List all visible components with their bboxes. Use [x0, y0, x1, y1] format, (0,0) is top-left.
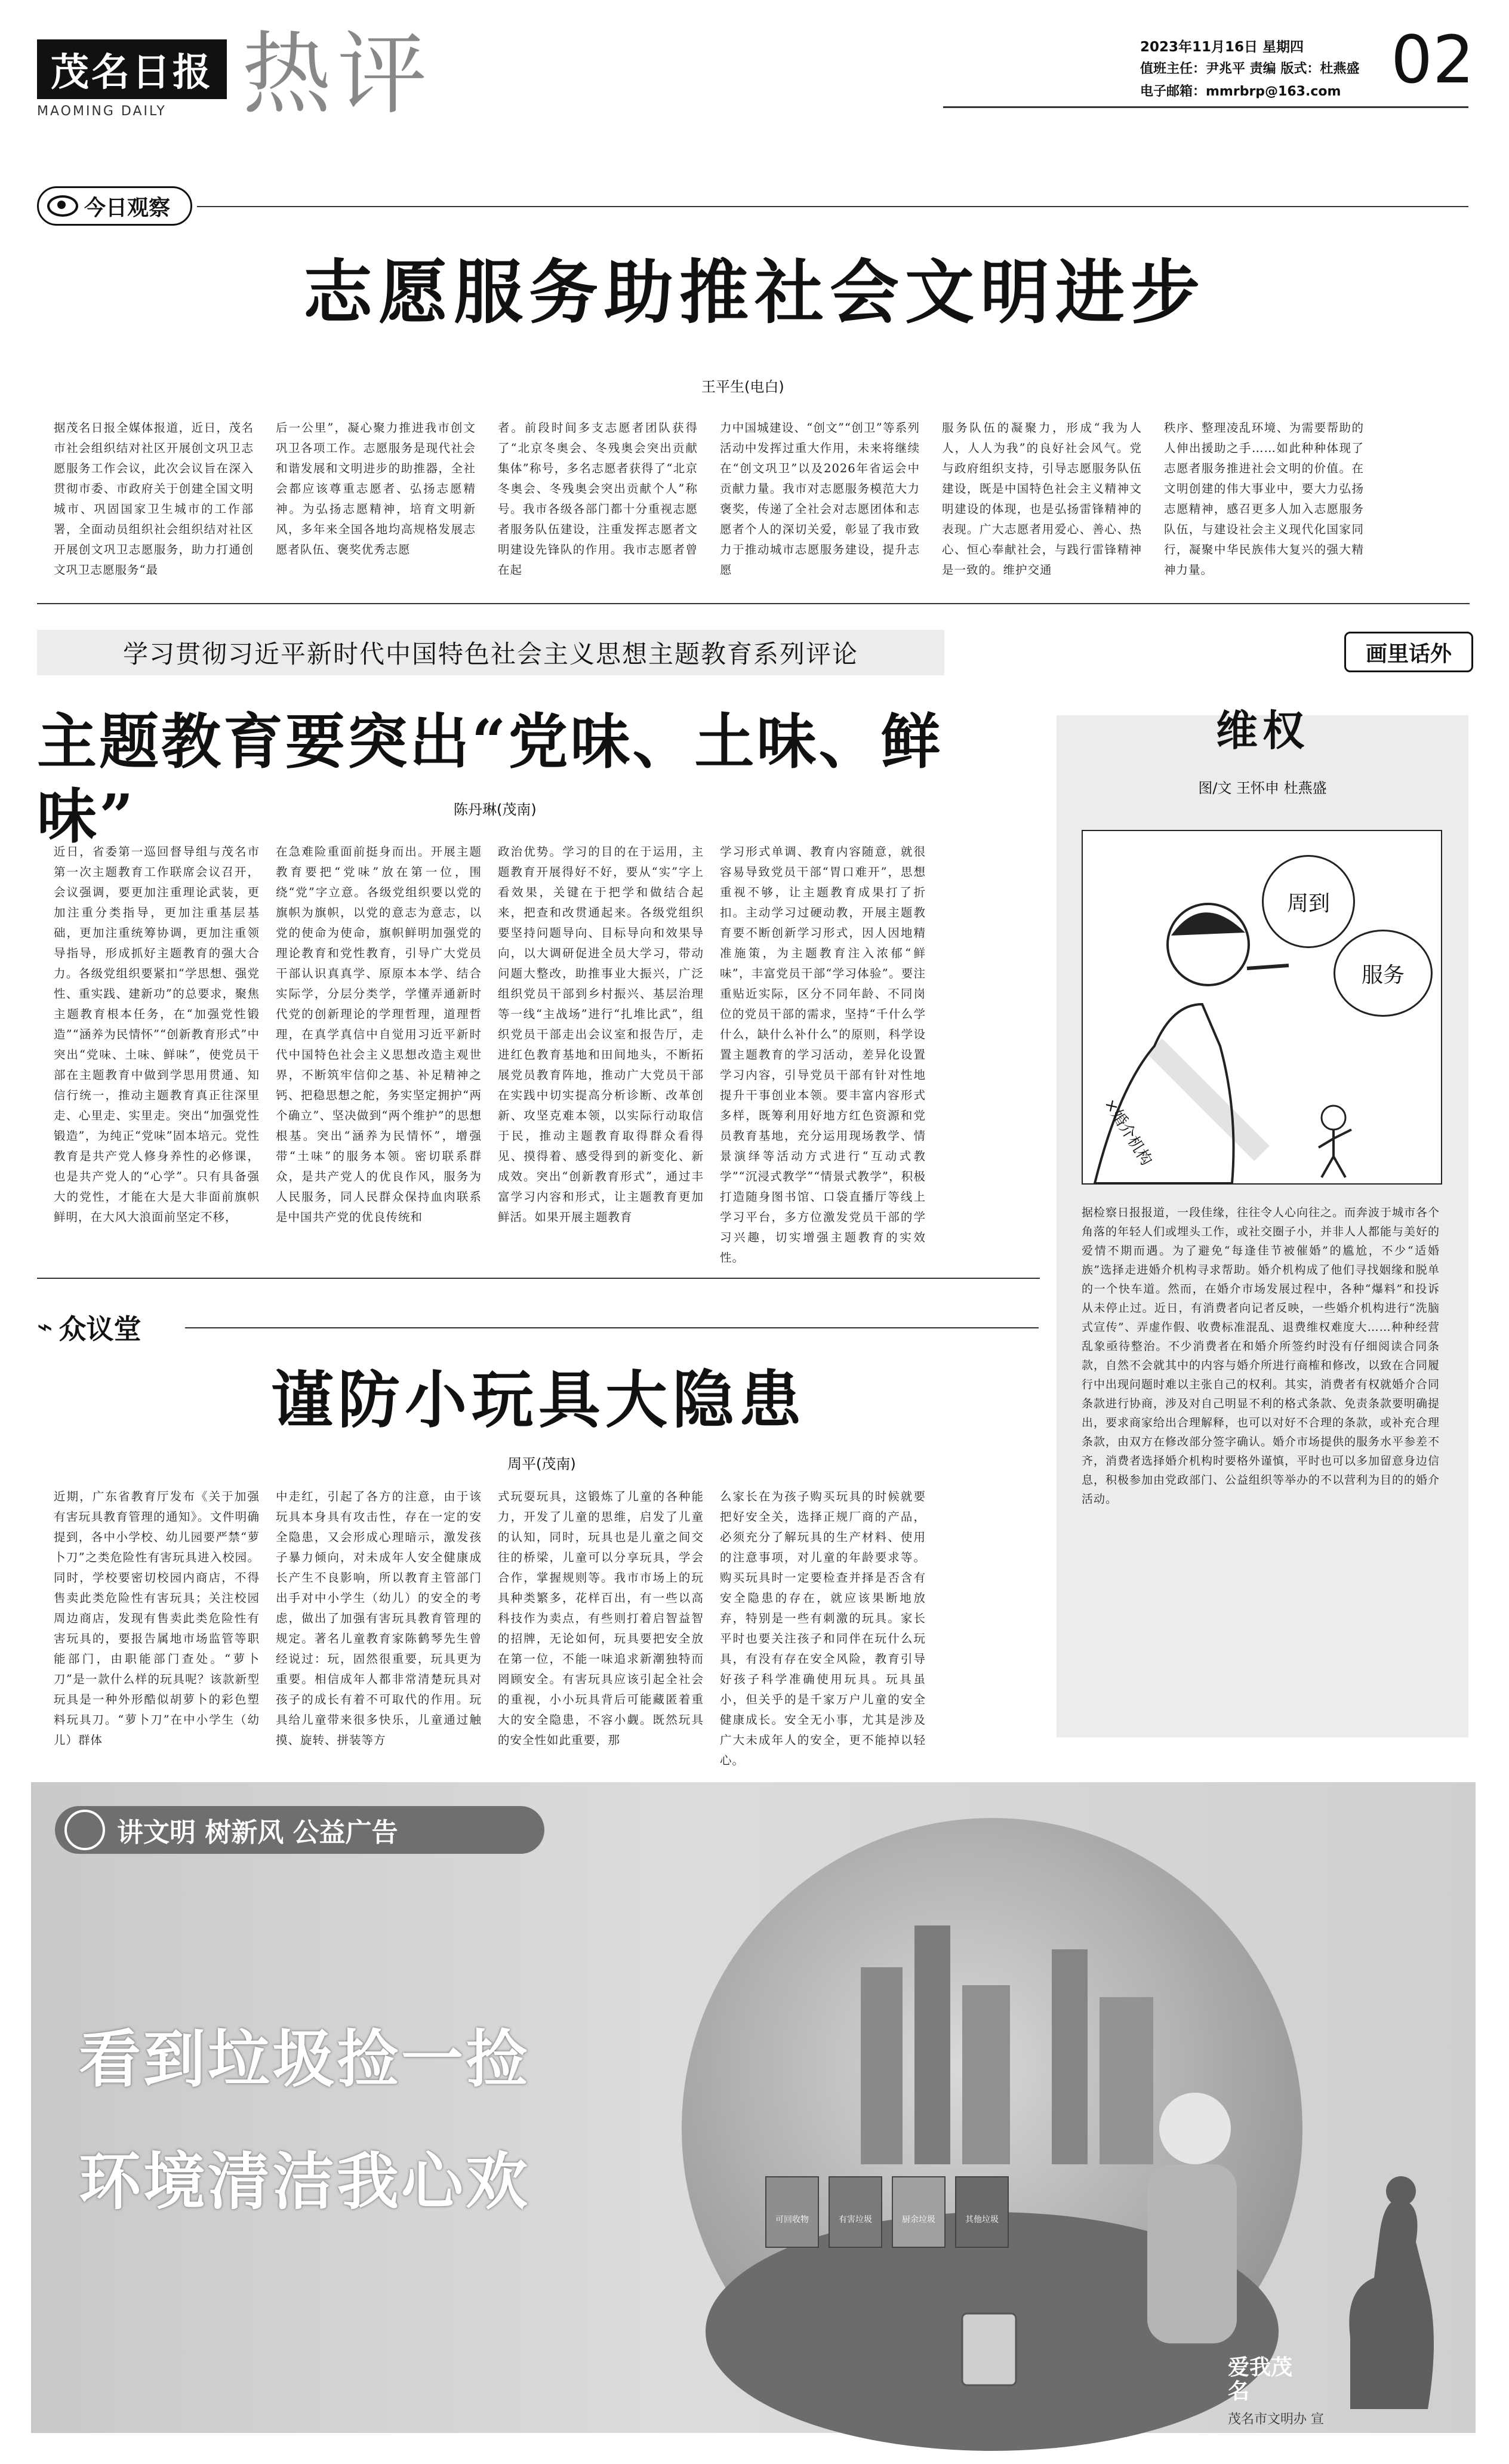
cartoon-sash: ×婚介机构 — [1100, 1096, 1156, 1169]
bin-kitchen: 厨余垃圾 — [892, 2176, 946, 2248]
paper-logo — [37, 39, 227, 99]
section-title: 热评 — [242, 23, 433, 127]
section-divider — [37, 603, 1470, 604]
column-tag-today-observation — [37, 186, 192, 226]
article-column: 据茂名日报全媒体报道，近日，茂名市社会组织结对社区开展创文巩卫志愿服务工作会议，此次会议旨在深入贯彻市委、市政府关于创建全国文明城市、巩固国家卫生城市的工作部署，全面动员组织社会组织结对社区开展创文巩卫志愿服务，助力打通创文巩卫志愿服务“最 — [54, 421, 254, 577]
eye-icon — [47, 195, 78, 217]
cartoon-illustration — [1082, 830, 1442, 1185]
cartoon-credit: 图/文 王怀申 杜燕盛 — [1198, 780, 1327, 796]
bin-recyclable: 可回收物 — [765, 2176, 819, 2248]
article-column: 服务队伍的凝聚力，形成“我为人人，人人为我”的良好社会风气。党与政府组织支持，引导志愿服务队伍建设，既是中国特色社会主义精神文明建设的体现，也是弘扬雷锋精神的表现。广大志愿者用爱心、善心、热心、恒心奉献社会，与践行雷锋精神是一致的。维护交通 — [942, 421, 1142, 577]
article-byline: 周平(茂南) — [507, 1456, 576, 1472]
article-column: 秩序、整理凌乱环境、为需要帮助的人伸出援助之手……如此种种体现了志愿者服务推进社会文明的价值。在文明创建的伟大事业中，要大力弘扬志愿精神，感召更多人加入志愿服务队伍，与建设社会主义现代化国家同行，凝聚中华民族伟大复兴的强大精神力量。 — [1164, 421, 1364, 577]
contact-email: 电子邮箱：mmrbrp@163.com — [1140, 84, 1341, 99]
ad-tag — [55, 1806, 544, 1854]
ad-headline-1: 看到垃圾捡一捡 — [79, 2023, 531, 2096]
article-column: 力中国城建设、“创文”“创卫”等系列活动中发挥过重大作用，未来将继续在“创文巩卫”以及2026年省运会中贡献力量。我市对志愿服务模范大力褒奖，传递了全社会对志愿团体和志愿者个人的深切关爱，彰显了我市致力于推动城市志愿服务建设，提升志愿 — [720, 421, 920, 577]
article-title: 志愿服务助推社会文明进步 — [303, 252, 1206, 333]
masthead-rule — [943, 106, 1468, 108]
city-skyline — [682, 1818, 1302, 2439]
column-tag-discussion — [37, 1308, 141, 1347]
speech-bubble-2: 服务 — [1334, 930, 1433, 1017]
ad-tag-label: 讲文明 树新风 公益广告 — [117, 1817, 398, 1848]
article-column: 中走红，引起了各方的注意，由于该玩具本身具有攻击性，存在一定的安全隐患，又会形成心理暗示，激发孩子暴力倾向，对未成年人安全健康成长产生不良影响，所以教育主管部门出手对中小学生（幼儿）的安全的考虑，做出了加强有害玩具教育管理的规定。著名儿童教育家陈鹤琴先生曾经说过：玩，固然很重要，玩具更为重要。相信成年人都非常清楚玩具对孩子的成长有着不可取代的作用。玩具给儿童带来很多快乐，儿童通过触摸、旋转、拼装等方 — [276, 1490, 482, 1747]
series-banner-text: 学习贯彻习近平新时代中国特色社会主义思想主题教育系列评论 — [122, 639, 858, 669]
paper-name-en: MAOMING DAILY — [37, 104, 167, 119]
article-title: 主题教育要突出“党味、土味、鲜味” — [37, 706, 943, 851]
public-service-ad — [31, 1782, 1476, 2433]
speech-bubble-1: 周到 — [1262, 855, 1355, 948]
article-column: 后一公里”，凝心聚力推进我市创文巩卫各项工作。志愿服务是现代社会和谐发展和文明进步的助推器，全社会都应该尊重志愿者、弘扬志愿精神。为弘扬志愿精神，培育文明新风，多年来全国各地均高规格发展志愿者队伍、褒奖优秀志愿 — [276, 421, 476, 556]
article-column: 学习形式单调、教育内容随意，就很容易导致党员干部“胃口难开”，思想重视不够，让主题教育成果打了折扣。主动学习过硬动教，开展主题教育要不断创新学习形式，因人因地精准施策，为主题教育注入浓郁“鲜味”，丰富党员干部“学习体验”。要注重贴近实际，区分不同年龄、不同岗位的党员干部的需求，坚持“千什么学什么，缺什么补什么”的原则，科学设置主题教育的学习活动，差异化设置学习内容，引导党员干部有针对性地提升干事创业本领。要丰富内容形式多样，既筹利用好地方红色资源和党员教育基地，充分运用现场教学、情景演绎等活动方式进行“互动式教学”“沉浸式教学”“情景式教学”，积极打造随身图书馆、口袋直播厅等线上学习平台，多方位激发党员干部的学习兴趣，切实增强主题教育的实效性。 — [720, 845, 926, 1265]
section-divider — [37, 1278, 1040, 1279]
article-column: 近期，广东省教育厅发布《关于加强有害玩具教育管理的通知》。文件明确提到，各中小学校、幼儿园要严禁“萝卜刀”之类危险性有害玩具进入校园。同时，学校要密切校园内商店，不得售卖此类危险性有害玩具；关注校园周边商店，发现有售卖此类危险性有害玩具的，要报告属地市场监管等职能部门，由职能部门查处。“萝卜刀”是一款什么样的玩具呢？该款新型玩具是一种外形酷似胡萝卜的彩色塑料玩具刀。“萝卜刀”在中小学生（幼儿）群体 — [54, 1490, 260, 1747]
editor-credits: 值班主任：尹兆平 责编 版式：杜燕盛 — [1140, 61, 1360, 76]
article-column: 在急难险重面前挺身而出。开展主题教育要把“党味”放在第一位，围绕“党”字立意。各级党组织要以党的旗帜为旗帜，以党的意志为意志，以党的使命为使命，旗帜鲜明加强党的理论教育和党性教育，引导广大党员干部认识真真学、原原本本学、结合实际学，分层分类学，学懂弄通新时代党的创新理论的学理哲理，道理哲理，在真学真信中自觉用习近平新时代中国特色社会主义思想改造主观世界，不断筑牢信仰之基、补足精神之钙、把稳思想之舵，务实坚定拥护“两个确立”、坚决做到“两个维护”的思想根基。突出“涵养为民情怀”，增强带“土味”的服务本领。密切联系群众，是共产党人的优良作风，服务为人民服务，同人民群众保持血肉联系是中国共产党的优良传统和 — [276, 845, 482, 1224]
ad-headline-2: 环境清洁我心欢 — [79, 2145, 531, 2218]
article-column: 者。前段时间多支志愿者团队获得了“北京冬奥会、冬残奥会突出贡献集体”称号，多名志愿者获得了“北京冬奥会、冬残奥会突出贡献个人”称号。我市各级各部门都十分重视志愿者服务队伍建设，注重发挥志愿者文明建设先锋队的作用。我市志愿者曾在起 — [498, 421, 698, 577]
issue-date: 2023年11月16日 星期四 — [1140, 39, 1304, 55]
recycling-bins — [765, 2176, 1009, 2248]
article-column: 式玩耍玩具，这锻炼了儿童的各种能力，开发了儿童的思维，启发了儿童的认知，同时，玩具也是儿童之间交往的桥梁，儿童可以分享玩具，学会合作，掌握规则等。我市市场上的玩具种类繁多，花样百出，有一些以高科技作为卖点，有些则打着启智益智的招牌，无论如何，玩具要把安全放在第一位，不能一味追求新潮独特而罔顾安全。有害玩具应该引起全社会的重视，小小玩具背后可能藏匿着重大的安全隐患，不容小觑。既然玩具的安全性如此重要，那 — [498, 1490, 704, 1747]
series-banner — [37, 630, 944, 675]
page-number: 02 — [1391, 21, 1474, 98]
column-tag-label: 众议堂 — [58, 1313, 141, 1345]
article-column: 近日，省委第一巡回督导组与茂名市第一次主题教育工作联席会议召开，会议强调，要更加注重理论武装，更加注重分类指导，更加注重基层基础，更加注重统筹协调，更加注重领导指导，形成抓好主题教育的强大合力。各级党组织要紧扣“学思想、强党性、重实践、建新功”的总要求，聚焦主题教育根本任务，在“加强党性锻造”“涵养为民情怀”“创新教育形式”中突出“党味、土味、鲜味”，使党员干部在主题教育中做到学思用贯通、知信行统一，推动主题教育真正往深里走、心里走、实里走。突出“加强党性锻造”，为纯正“党味”固本培元。党性教育是共产党人修身养性的必修课，也是共产党人的“心学”。只有具备强大的党性，才能在大是大非面前旗帜鲜明，在大风大浪面前坚定不移， — [54, 845, 260, 1224]
ad-slogan: 爱我茂名 — [1228, 2355, 1293, 2404]
cartoon-header-label: 画里话外 — [1365, 641, 1452, 666]
civilization-emblem-icon — [64, 1810, 105, 1850]
article-column: 么家长在为孩子购买玩具的时候就要把好安全关，选择正规厂商的产品，必须充分了解玩具的生产材料、使用的注意事项，对儿童的年龄要求等。购买玩具时一定要检查并择是否含有安全隐患的存在，就应该果断地放弃，特别是一些有刺激的玩具。家长平时也要关注孩子和同伴在玩什么玩具，有没有存在安全风险，教育引导好孩子科学准确使用玩具。玩具虽小，但关乎的是千家万户儿童的安全健康成长。安全无小事，尤其是涉及广大未成年人的安全，更不能掉以轻心。 — [720, 1490, 926, 1767]
article-byline: 王平生(电白) — [701, 379, 784, 395]
article-byline: 陈丹琳(茂南) — [454, 801, 537, 818]
bin-other: 其他垃圾 — [955, 2176, 1009, 2248]
ad-illustration — [682, 1818, 1302, 2439]
paper-name-cn: 茂名日报 — [51, 50, 213, 95]
bin-hazardous: 有害垃圾 — [829, 2176, 882, 2248]
broadcast-icon: ⌁ — [37, 1312, 53, 1342]
horse-statue — [1326, 2158, 1446, 2409]
article-title: 谨防小玩具大隐患 — [270, 1363, 806, 1436]
cartoon-article-text: 据检察日报报道，一段佳缘，往往令人心向往之。而奔波于城市各个角落的年轻人们或埋头工作，或社交圈子小，并非人人都能与美好的爱情不期而遇。为了避免“每逢佳节被催婚”的尴尬，不少“适婚族”选择走进婚介机构寻求帮助。婚介机构成了他们寻找姻缘和脱单的一个快车道。然而，在婚介市场发展过程中，各种“爆料”和投诉从未停止过。近日，有消费者向记者反映，一些婚介机构进行“洗脑式宣传”、弄虚作假、收费标准混乱、退费维权难度大……种种经营乱象亟待整治。不少消费者在和婚介所签约时没有仔细阅读合同条款，自然不会就其中的内容与婚介所进行商榷和修改，以致在合同履行中出现问题时难以主张自己的权利。其实，消费者有权就婚介合同条款进行协商，涉及对自己明显不利的格式条款、免责条款要明确提出，要求商家给出合理解释，也可以对好不合理的条款，或补充合理条款，由双方在修改部分签字确认。婚介市场提供的服务水平参差不齐，消费者选择婚介机构时要格外谨慎，平时也可以多加留意身边信息，积极参加由党政部门、公益组织等举办的不以营利为目的的婚介活动。 — [1082, 1206, 1440, 1506]
column-tag-rule — [185, 1327, 1039, 1328]
cartoon-header — [1344, 632, 1473, 672]
article-column: 政治优势。学习的目的在于运用，主题教育开展得好不好，要从“实”字上看效果，关键在于把学和做结合起来，把查和改贯通起来。各级党组织要坚持问题导向、目标导向和效果导向，以大调研促进全员大学习，带动问题大整改，助推事业大振兴，广泛组织党员干部到乡村振兴、基层治理等一线“主战场”进行“扎堆比武”，组织党员干部走出会议室和报告厅，走进红色教育基地和田间地头，不断拓展党员教育阵地，推动广大党员干部在实践中切实提高分析诊断、改革创新、攻坚克难本领，以实际行动取信于民，推动主题教育取得群众看得见、摸得着、感受得到的新变化、新成效。突出“创新教育形式”，通过丰富学习内容和形式，让主题教育更加鲜活。如果开展主题教育 — [498, 845, 704, 1224]
column-tag-rule — [197, 206, 1468, 207]
column-tag-label: 今日观察 — [84, 195, 171, 220]
ad-sponsor: 茂名市文明办 宣 — [1228, 2412, 1324, 2427]
cartoon-title: 维权 — [1216, 706, 1309, 755]
